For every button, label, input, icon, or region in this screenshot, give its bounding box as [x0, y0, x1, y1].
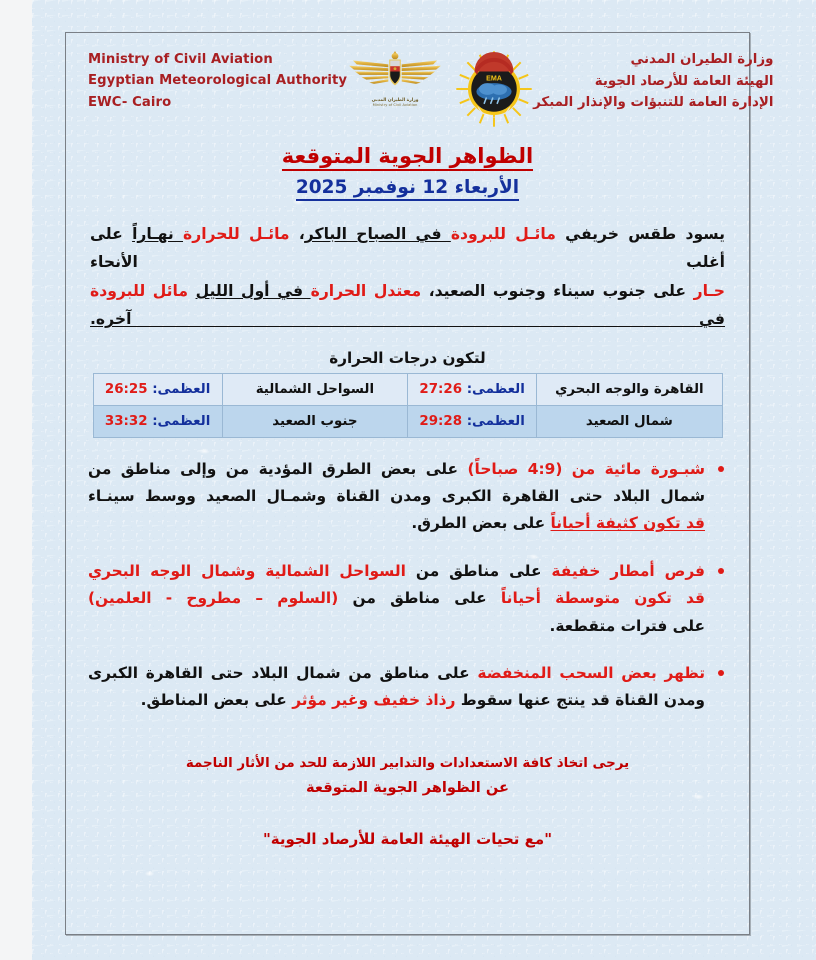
summary-line-1	[90, 220, 725, 277]
temperature-table-heading: لتكون درجات الحرارة	[329, 348, 486, 367]
bullet-dot-icon	[718, 466, 724, 472]
text-run-2: في الصباح الباكر	[304, 225, 451, 243]
bullet-fog	[88, 456, 727, 538]
text-run-6: في آخره.	[90, 310, 725, 329]
bullet-low-clouds	[88, 660, 727, 715]
text-run-1: (4:9 صباحاً)	[467, 459, 563, 478]
forecast-bullet-list	[88, 456, 727, 715]
max-temp-value: 33:32	[104, 413, 148, 429]
text-run-0: على فترات متقطعة.	[549, 616, 705, 635]
svg-text:EMA: EMA	[486, 74, 502, 83]
bullet-line	[88, 558, 705, 585]
bullet-dot-icon	[718, 670, 724, 676]
mca-logo-caption	[347, 98, 443, 107]
header-arabic-line-2: الهيئة العامة للأرصاد الجوية	[594, 73, 774, 89]
text-run-1: على مناطق من	[405, 561, 552, 580]
text-run-0: يسود طقس خريفي	[555, 225, 725, 243]
text-run-0: شبـورة مائية من	[562, 459, 705, 478]
text-run-0: قد تكون متوسطة أحياناً	[500, 589, 706, 608]
header-arabic-line-3: الإدارة العامة للتنبؤات والإنذار المبكر	[533, 95, 774, 111]
max-temp-label: العظمى:	[147, 413, 211, 429]
max-temp-label: العظمى:	[462, 381, 525, 397]
bullet-rain	[88, 558, 727, 640]
text-run-2: على بعض الطرق المؤدية من وإلى مناطق من	[88, 459, 468, 478]
left-edge-strip	[0, 0, 32, 960]
text-run-0: شمال البلاد حتى القاهرة الكبرى ومدن القناة وشمـال الصعيد ووسط سينـاء	[88, 486, 705, 505]
document-footer	[66, 753, 749, 849]
forecast-date-text: الأربعاء 12 نوفمبر 2025	[296, 177, 519, 201]
max-temp-left	[93, 373, 222, 405]
header-arabic-block	[533, 49, 773, 114]
max-temp-left	[93, 405, 222, 437]
bullet-line	[88, 456, 705, 483]
mca-caption-english: Ministry of Civil Aviation	[372, 103, 418, 108]
text-run-0: فرص أمطار خفيفة	[551, 561, 705, 580]
text-run-3: ،	[289, 225, 305, 243]
bullet-line	[88, 483, 705, 510]
temperature-table-body	[93, 373, 722, 437]
text-run-1: على مناطق من شمال البلاد حتى القاهرة الكبرى	[88, 664, 478, 683]
footer-regards: "مع تحيات الهيئة العامة للأرصاد الجوية"	[262, 830, 553, 849]
text-run-0: تظهر بعض السحب المنخفضة	[477, 664, 705, 683]
bullet-line	[88, 510, 705, 537]
text-run-2: السواحل الشمالية وشمال الوجه البحري	[88, 561, 406, 580]
header-arabic-line-1: وزارة الطيران المدني	[630, 52, 774, 67]
text-run-6: على أغلب الأنحاء	[90, 225, 725, 272]
bullet-line	[88, 687, 705, 714]
page-title	[66, 144, 749, 168]
region-name-right: القاهرة والوجه البحري	[537, 373, 722, 405]
text-run-2: (السلوم – مطروح - العلمين)	[88, 589, 339, 608]
document-border-box	[65, 32, 774, 935]
forecast-summary	[90, 220, 725, 334]
text-run-0: ومدن القناة قد ينتج عنها سقوط	[455, 691, 705, 710]
text-run-1: رذاذ خفيف وغير مؤثر	[292, 691, 456, 710]
text-run-5: نهـاراً	[132, 225, 184, 243]
text-run-2: معتدل الحرارة	[310, 281, 422, 300]
footer-advisory-line-2: عن الظواهر الجوية المتوقعة	[306, 778, 509, 796]
text-run-3: في أول الليل	[195, 281, 311, 300]
max-temp-right	[408, 373, 537, 405]
document-header	[66, 33, 774, 132]
text-run-4	[188, 282, 196, 300]
max-temp-value: 27:26	[419, 381, 463, 397]
logo-group	[347, 50, 533, 132]
bullet-line	[88, 585, 705, 612]
mca-caption-arabic: وزارة الطيران المدني	[371, 98, 419, 103]
winged-eagle-icon	[347, 50, 443, 93]
egyptian-meteorological-authority-logo	[455, 50, 533, 132]
text-run-1: على مناطق من	[338, 589, 501, 608]
bullet-line	[88, 613, 705, 640]
bullet-line	[88, 660, 705, 687]
region-name-left: جنوب الصعيد	[222, 405, 407, 437]
text-run-1: على بعض الطرق.	[411, 514, 551, 533]
text-run-0: قد تكون كثيفة أحياناً	[550, 514, 705, 533]
temperature-table	[93, 373, 723, 438]
forecast-date	[66, 177, 749, 198]
page-title-text: الظواهر الجوية المتوقعة	[282, 144, 533, 171]
max-temp-value: 29:28	[419, 413, 463, 429]
region-name-right: شمال الصعيد	[537, 405, 722, 437]
text-run-1: على جنوب سيناء وجنوب الصعيد،	[421, 281, 694, 300]
text-run-2: على بعض المناطق.	[140, 691, 293, 710]
max-temp-label: العظمى:	[462, 413, 525, 429]
table-row	[93, 405, 722, 437]
max-temp-right	[408, 405, 537, 437]
header-english-line-3: EWC- Cairo	[88, 94, 172, 110]
text-run-5: مائل للبرودة	[90, 281, 189, 300]
summary-line-2	[90, 277, 725, 334]
text-run-4: مائـل للحرارة	[183, 225, 290, 243]
ema-sun-cloud-icon	[455, 50, 533, 128]
header-english-line-1: Ministry of Civil Aviation	[88, 52, 273, 67]
bullet-dot-icon	[718, 568, 724, 574]
text-run-0: حـار	[693, 281, 725, 300]
header-english-line-2: Egyptian Meteorological Authority	[88, 73, 348, 89]
table-row	[93, 373, 722, 405]
max-temp-label: العظمى:	[147, 381, 211, 397]
region-name-left: السواحل الشمالية	[222, 373, 407, 405]
footer-advisory-line-1: يرجى اتخاذ كافة الاستعدادات والتدابير اللازمة للحد من الأثار الناجمة	[185, 755, 630, 771]
max-temp-value: 26:25	[104, 381, 148, 397]
text-run-1: مائـل للبرودة	[450, 225, 556, 243]
header-english-block	[88, 49, 347, 113]
ministry-of-civil-aviation-logo	[347, 50, 443, 107]
